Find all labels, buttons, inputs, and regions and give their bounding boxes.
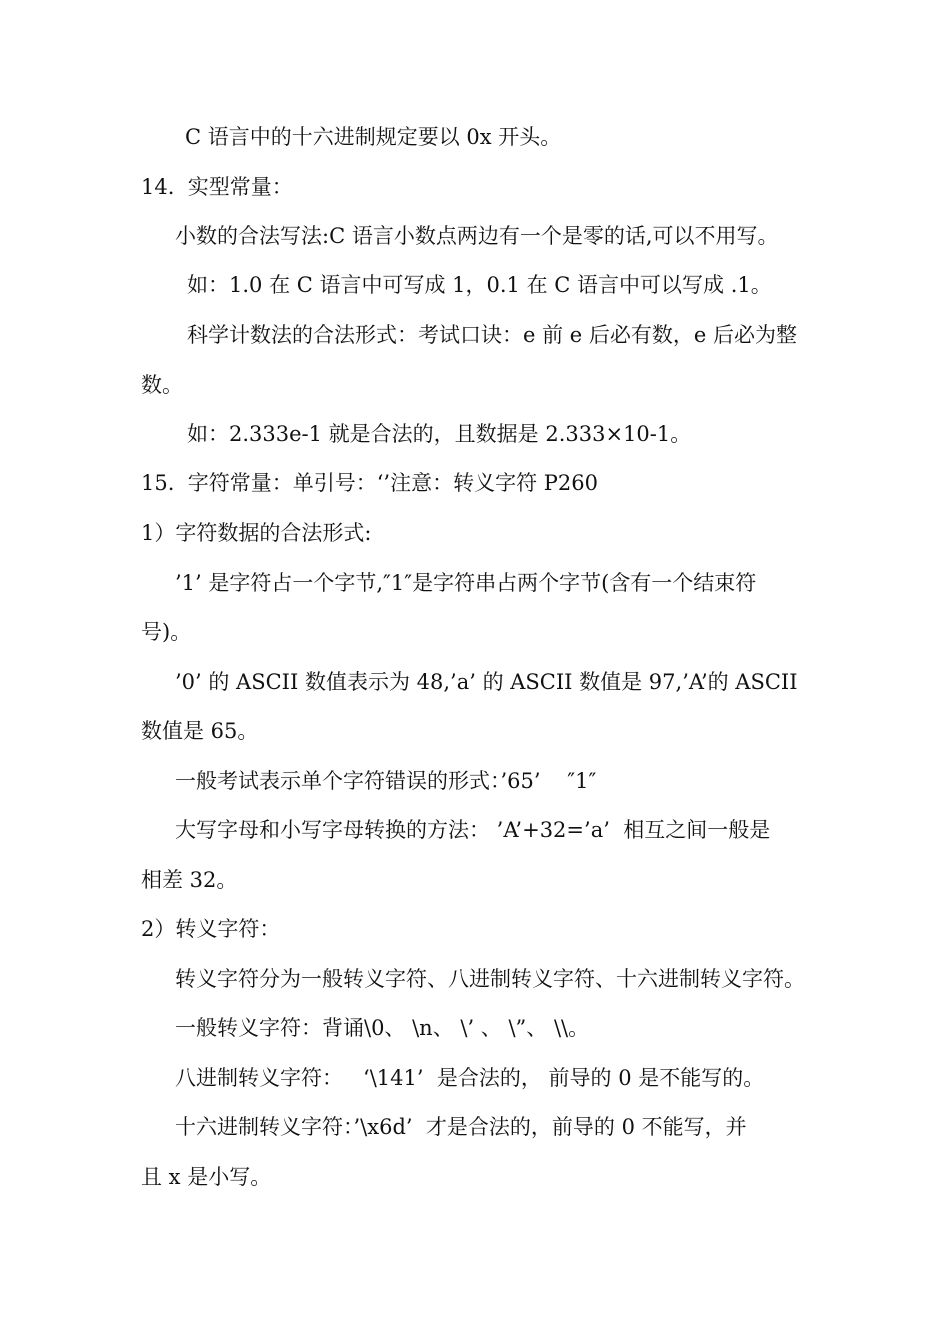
text-line-hex-escape-cont: 且 x 是小写。 xyxy=(141,1165,272,1189)
text-line-general-escape: 一般转义字符：背诵\0、 \n、 \’ 、 \”、 \\。 xyxy=(175,1016,590,1040)
subheading-escape-chars: 2）转义字符： xyxy=(141,917,281,941)
text-line-case-conversion: 大写字母和小写字母转换的方法： ’A’+32=’a’ 相互之间一般是 xyxy=(175,818,771,842)
subheading-char-forms: 1）字符数据的合法形式: xyxy=(141,521,372,545)
text-line-hex-rule: C 语言中的十六进制规定要以 0x 开头。 xyxy=(185,125,562,149)
text-line-escape-types: 转义字符分为一般转义字符、八进制转义字符、十六进制转义字符。 xyxy=(175,967,805,991)
text-line-scientific-rule-cont: 数。 xyxy=(141,373,183,397)
text-line-invalid-char: 一般考试表示单个字符错误的形式：’65’ ″1″ xyxy=(175,769,597,793)
heading-real-constants: 14. 实型常量： xyxy=(141,175,293,199)
text-line-hex-escape: 十六进制转义字符：’\x6d’ 才是合法的，前导的 0 不能写，并 xyxy=(175,1115,747,1139)
text-line-scientific-example: 如：2.333e-1 就是合法的，且数据是 2.333×10-1。 xyxy=(187,422,692,446)
text-line-char-vs-string: ’1’ 是字符占一个字节,″1″是字符串占两个字节(含有一个结束符 xyxy=(175,571,757,595)
text-line-octal-escape: 八进制转义字符： ‘\141’ 是合法的， 前导的 0 是不能写的。 xyxy=(175,1066,765,1090)
heading-char-constants: 15. 字符常量：单引号：‘’注意：转义字符 P260 xyxy=(141,471,598,495)
text-line-decimal-example: 如：1.0 在 C 语言中可写成 1，0.1 在 C 语言中可以写成 .1。 xyxy=(187,273,772,297)
text-line-decimal-rule: 小数的合法写法:C 语言小数点两边有一个是零的话,可以不用写。 xyxy=(175,224,779,248)
text-line-ascii-values-cont: 数值是 65。 xyxy=(141,719,259,743)
text-line-case-conversion-cont: 相差 32。 xyxy=(141,868,238,892)
text-line-ascii-values: ’0’ 的 ASCII 数值表示为 48,’a’ 的 ASCII 数值是 97,’A’的 ASCII xyxy=(175,670,798,694)
text-line-char-vs-string-cont: 号)。 xyxy=(141,620,192,644)
text-line-scientific-rule: 科学计数法的合法形式：考试口诀：e 前 e 后必有数，e 后必为整 xyxy=(187,323,797,347)
